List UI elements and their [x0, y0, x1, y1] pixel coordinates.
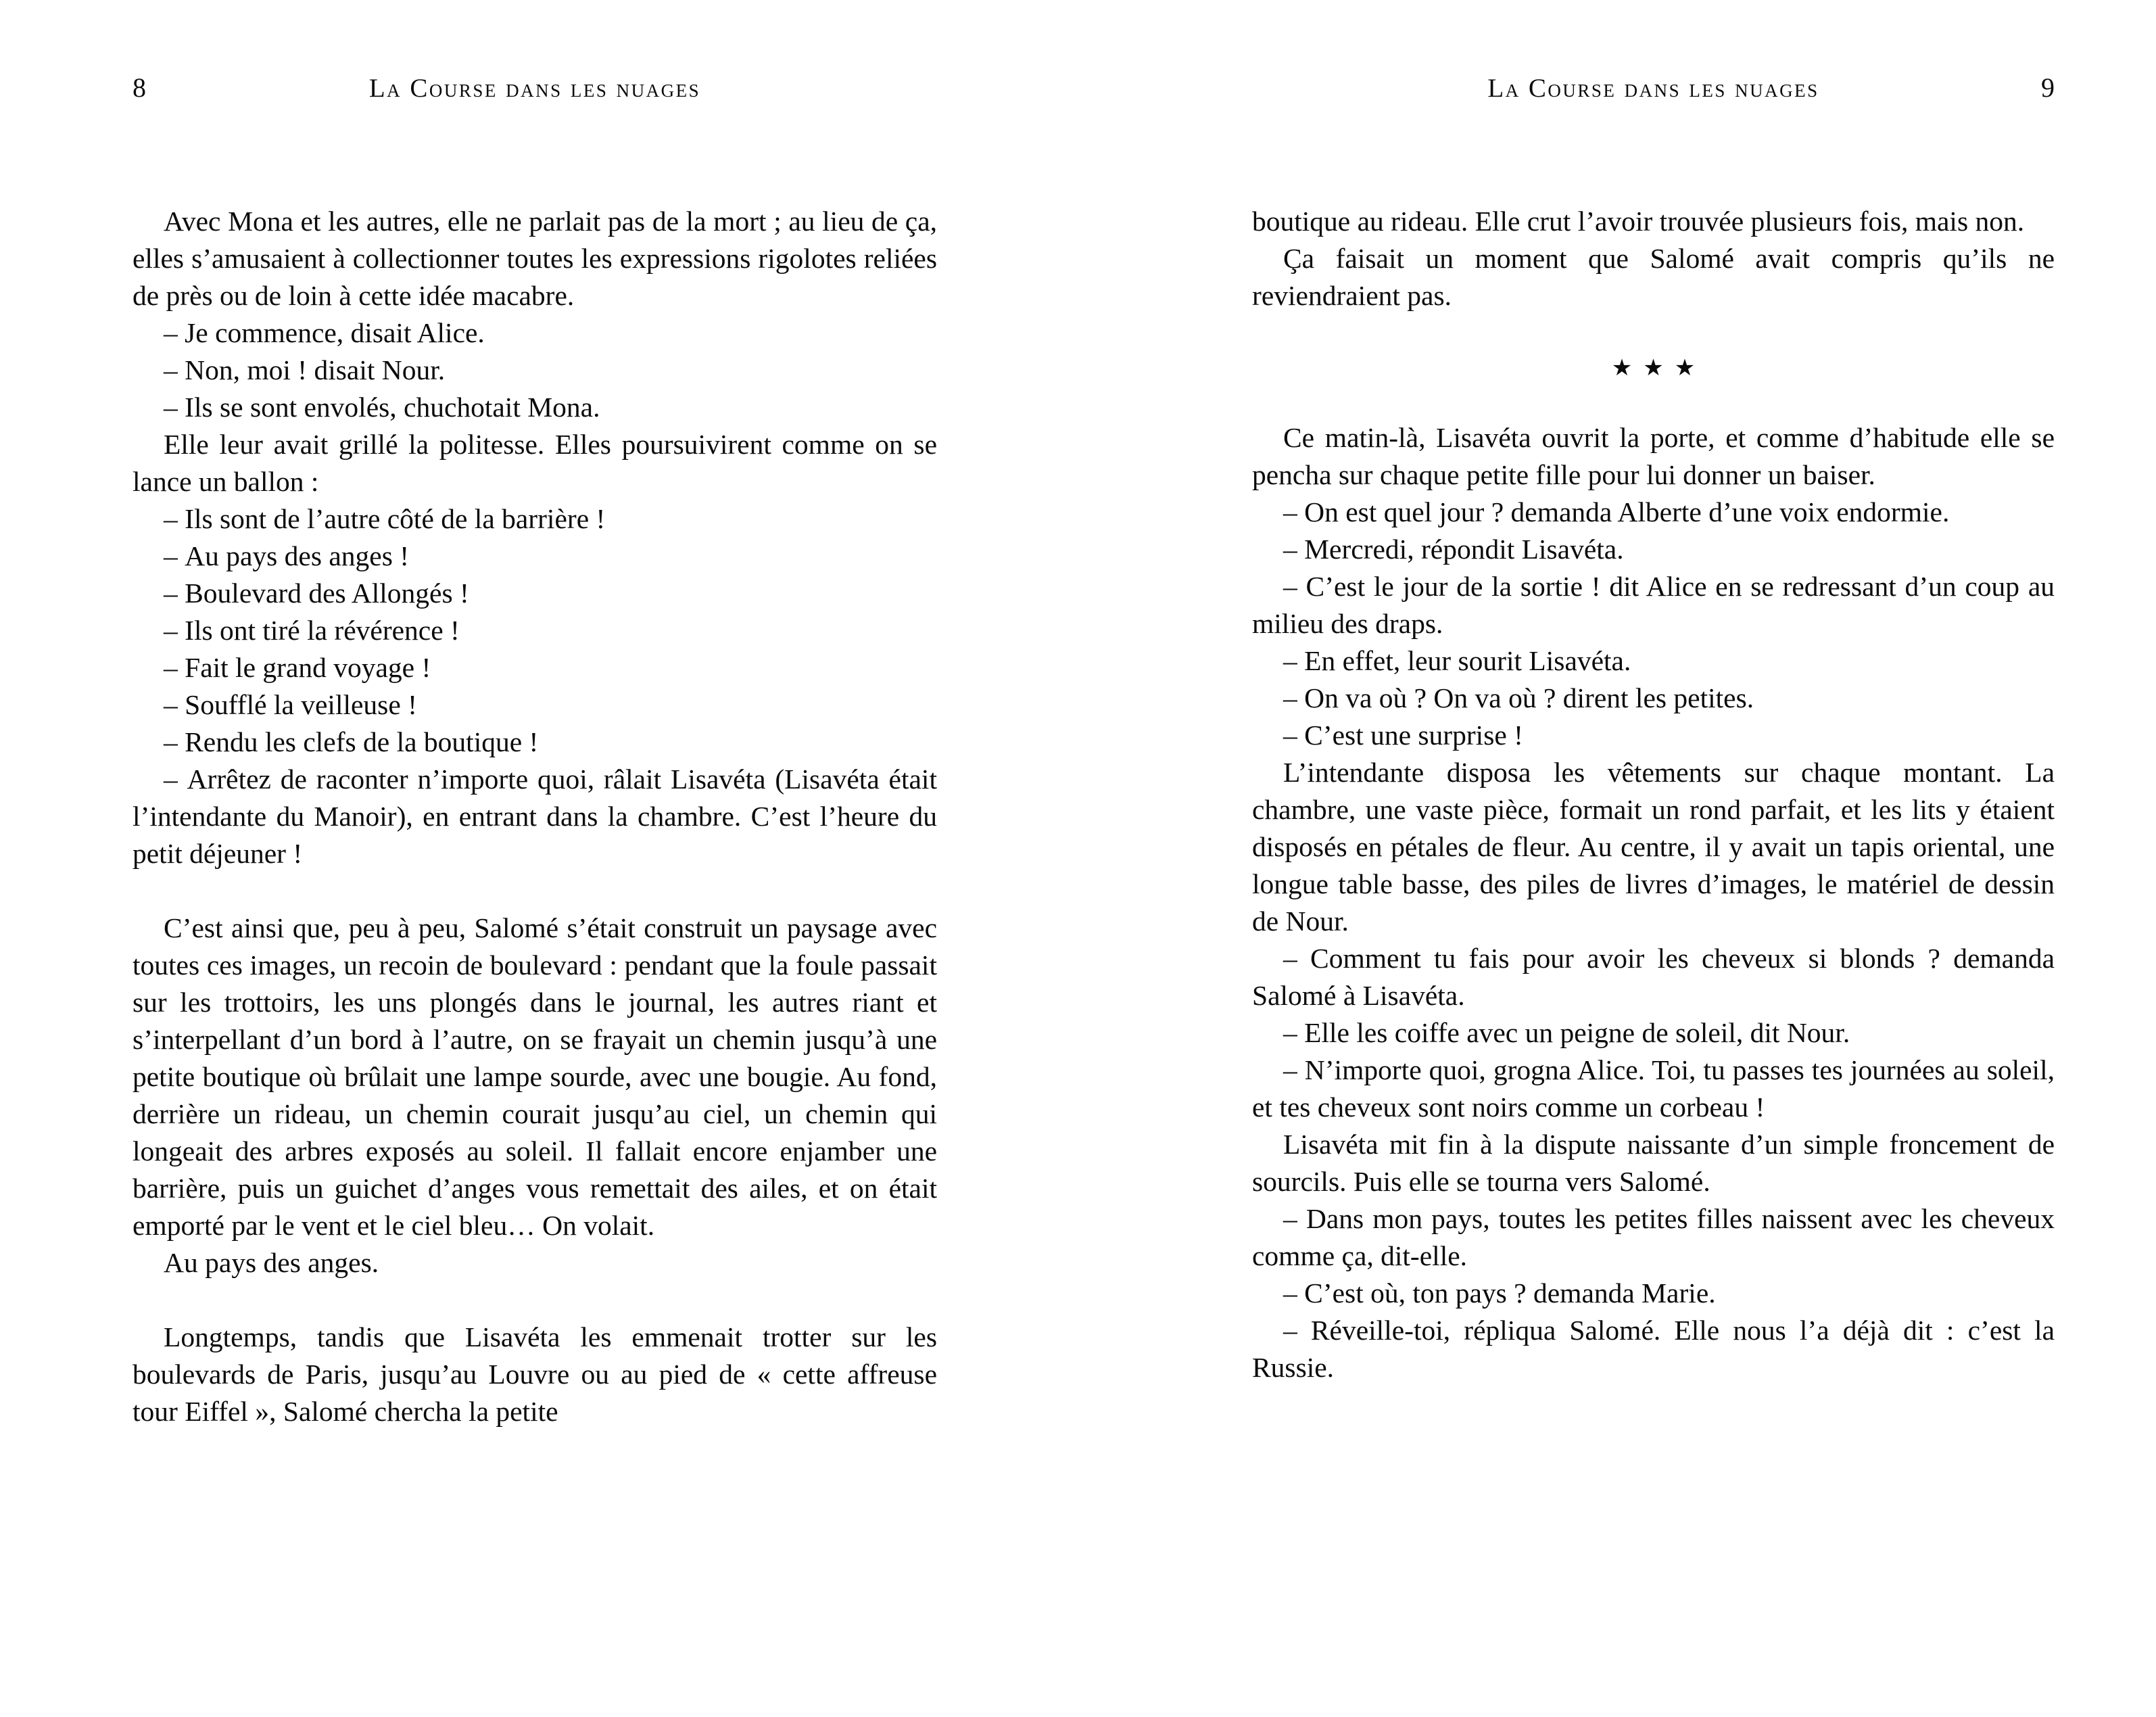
- dialogue-line: – En effet, leur sourit Lisavéta.: [1283, 645, 1631, 676]
- dialogue-line: – Rendu les clefs de la boutique !: [164, 726, 539, 757]
- paragraph: Lisavéta mit fin à la dispute naissante d’un simple froncement de sourcils. Puis elle se tourna vers Salomé.: [1252, 1129, 2055, 1197]
- dialogue-line: – C’est où, ton pays ? demanda Marie.: [1283, 1277, 1716, 1309]
- page-header-left: [133, 71, 937, 105]
- dialogue-line: – Ils se sont envolés, chuchotait Mona.: [164, 392, 600, 423]
- running-title-left: La Course dans les nuages: [368, 74, 701, 103]
- running-title-right: La Course dans les nuages: [1487, 74, 1819, 103]
- dialogue-line: – Soufflé la veilleuse !: [164, 689, 417, 720]
- paragraph: Ça faisait un moment que Salomé avait compris qu’ils ne reviendraient pas.: [1252, 243, 2055, 311]
- dialogue-line: – C’est le jour de la sortie ! dit Alice en se redressant d’un coup au milieu des draps.: [1252, 571, 2055, 639]
- dialogue-line: – Boulevard des Allongés !: [164, 578, 469, 609]
- dialogue-line: – Arrêtez de raconter n’importe quoi, râlait Lisavéta (Lisavéta était l’intendante du Manoir), en entrant dans la chambre. C’est l’heure du petit déjeuner !: [133, 763, 937, 869]
- page-right: [1078, 0, 2156, 1717]
- dialogue-line: – Ils ont tiré la révérence !: [164, 615, 460, 646]
- dialogue-line: – Non, moi ! disait Nour.: [164, 354, 446, 385]
- page-number-left: 8: [133, 72, 146, 103]
- paragraph: Elle leur avait grillé la politesse. Elles poursuivirent comme on se lance un ballon :: [133, 429, 937, 497]
- page-number-right: 9: [2041, 72, 2055, 103]
- paragraph: Au pays des anges.: [164, 1247, 379, 1278]
- paragraph: Avec Mona et les autres, elle ne parlait pas de la mort ; au lieu de ça, elles s’amusaient à collectionner toutes les expressions rigolotes reliées de près ou de loin à cette idée macabre.: [133, 206, 937, 311]
- dialogue-line: – N’importe quoi, grogna Alice. Toi, tu passes tes journées au soleil, et tes cheveux sont noirs comme un corbeau !: [1252, 1054, 2055, 1123]
- dialogue-line: – Je commence, disait Alice.: [164, 317, 485, 348]
- paragraph: Longtemps, tandis que Lisavéta les emmenait trotter sur les boulevards de Paris, jusqu’au Louvre ou au pied de « cette affreuse tour Eiffel », Salomé chercha la petite: [133, 1321, 937, 1427]
- dialogue-line: – Elle les coiffe avec un peigne de soleil, dit Nour.: [1283, 1017, 1850, 1048]
- page-header-right: [1252, 71, 2055, 105]
- dialogue-line: – Comment tu fais pour avoir les cheveux si blonds ? demanda Salomé à Lisavéta.: [1252, 943, 2055, 1011]
- paragraph: C’est ainsi que, peu à peu, Salomé s’était construit un paysage avec toutes ces images, un recoin de boulevard : pendant que la foule passait sur les trottoirs, les uns plongés dans le journal, les autres riant et s’interpellant d’un bord à l’autre, on se frayait un chemin jusqu’à une petite boutique où brûlait une lampe sourde, avec une bougie. Au fond, derrière un rideau, un chemin courait jusqu’au ciel, un chemin qui longeait des arbres exposés au soleil. Il fallait encore enjamber une barrière, puis un guichet d’anges vous remettait des ailes, et on était emporté par le vent et le ciel bleu… On volait.: [133, 912, 937, 1241]
- paragraph: L’intendante disposa les vêtements sur chaque montant. La chambre, une vaste pièce, formait un rond parfait, et les lits y étaient disposés en pétales de fleur. Au centre, il y avait un tapis oriental, une longue table basse, des piles de livres d’images, le matériel de dessin de Nour.: [1252, 757, 2055, 937]
- paragraph-continuation: boutique au rideau. Elle crut l’avoir trouvée plusieurs fois, mais non.: [1252, 206, 2025, 237]
- text-column-right: [1252, 203, 2055, 1386]
- dialogue-line: – C’est une surprise !: [1283, 720, 1523, 751]
- dialogue-line: – Dans mon pays, toutes les petites filles naissent avec les cheveux comme ça, dit-elle.: [1252, 1203, 2055, 1271]
- dialogue-line: – Fait le grand voyage !: [164, 652, 431, 683]
- paragraph: Ce matin-là, Lisavéta ouvrit la porte, et comme d’habitude elle se pencha sur chaque petite fille pour lui donner un baiser.: [1252, 422, 2055, 490]
- dialogue-line: – Réveille-toi, répliqua Salomé. Elle nous l’a déjà dit : c’est la Russie.: [1252, 1315, 2055, 1383]
- dialogue-line: – Au pays des anges !: [164, 540, 410, 571]
- dialogue-line: – On va où ? On va où ? dirent les petites.: [1283, 682, 1754, 713]
- dialogue-line: – On est quel jour ? demanda Alberte d’une voix endormie.: [1283, 496, 1950, 527]
- text-column-left: [133, 203, 937, 1430]
- section-separator: ★★★: [1611, 356, 1706, 381]
- dialogue-line: – Ils sont de l’autre côté de la barrière !: [164, 503, 606, 534]
- dialogue-line: – Mercredi, répondit Lisavéta.: [1283, 534, 1624, 565]
